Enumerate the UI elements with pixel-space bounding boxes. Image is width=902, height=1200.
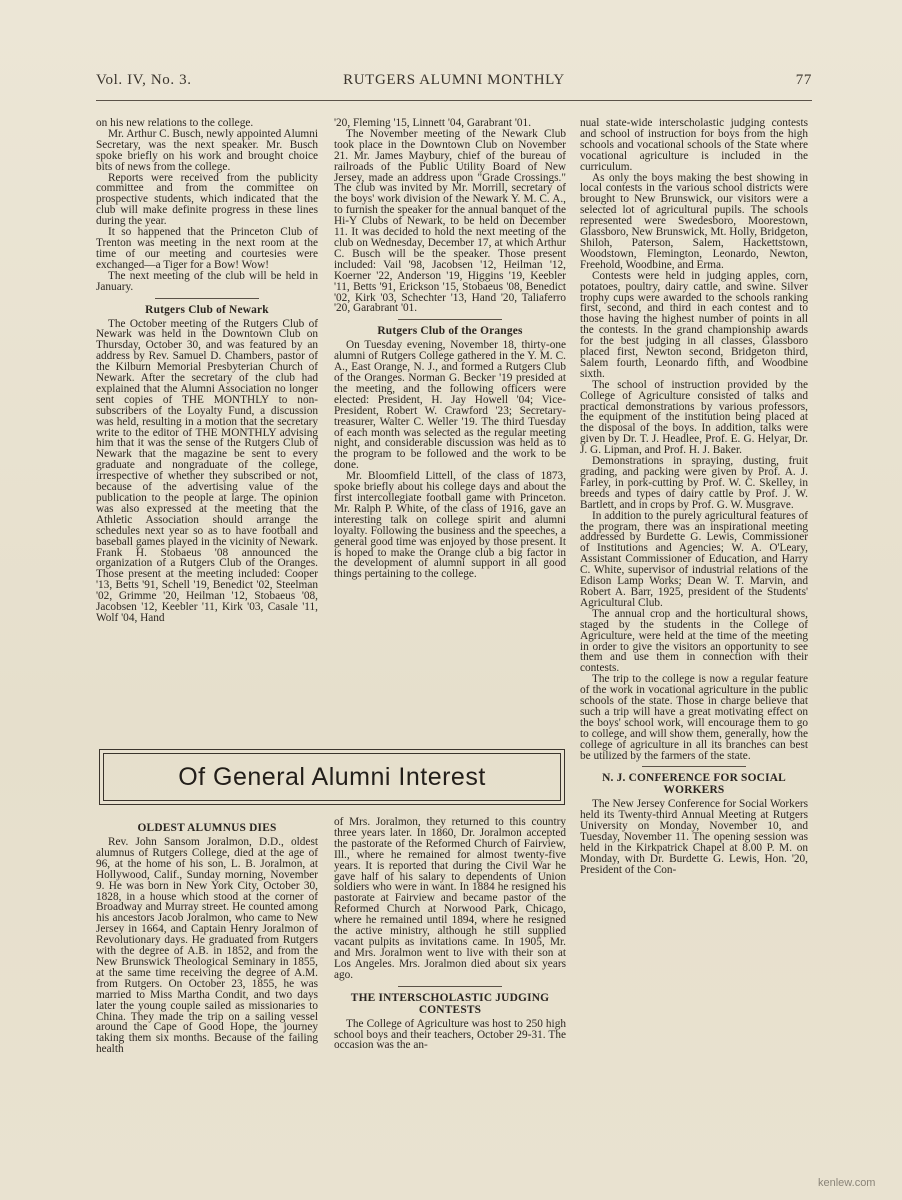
section-divider [398,986,502,987]
section-heading: Rutgers Club of the Oranges [377,325,523,338]
paragraph: '20, Fleming '15, Linnett '04, Garabrant '01. [334,117,532,129]
header-rule [96,100,812,101]
article-heading: THE INTERSCHOLASTIC JUDGING CONTESTS [350,991,550,1016]
paragraph: Mr. Bloomfield Littell, of the class of 1873, spoke briefly about his college days and about the first intercollegiate football game with Princeton. Mr. Ralph P. White, of the class of 1916, gave an interesting talk on college spirit and alumni loyalty. Following the business and the speeches, a general good time was enjoyed by those present. It is hoped to make the Orange club a big factor in the development of alumni support in all good things pertaining to the college. [334,470,566,581]
column-4 [96,817,318,1055]
page-header [96,72,812,98]
section-heading: Rutgers Club of Newark [145,303,269,316]
paragraph: Rev. John Sansom Joralmon, D.D., oldest alumnus of Rutgers College, died at the age of 96, at the home of his son, L. B. Joralmon, at Hollywood, Calif., Sunday morning, November 9. He was born in New York City, October 30, 1828, in a house which stood at the corner of Broadway and Murray street. He counted among his ancestors Jacob Joralmon, who came to New Jersey in 1664, and Captain Henry Joralmon of Revolutionary days. He graduated from Rutgers with the degree of A.B. in 1852, and from the New Brunswick Theological Seminary in 1855, at the same time receiving the degree of A.M. from Rutgers. On October 23, 1855, he was married to Miss Martha Condit, and two days later the young couple sailed as missionaries to China. They made the trip on a sailing vessel around the Cape of Good Hope, the journey taking them six months. Because of the failing health [96,836,318,1056]
column-2 [334,118,566,580]
paragraph: Reports were received from the publicity committee and from the committee on prospective students, which indicated that the club will make definite progress in these lines during the year. [96,171,318,228]
paragraph: The annual crop and the horticultural shows, staged by the students in the College of Agriculture, were held at the time of the meeting in order to give the visitors an opportunity to see them and use them in connection with their contests. [580,607,808,675]
section-divider [155,298,259,299]
paragraph: The trip to the college is now a regular feature of the work in vocational agriculture in the public schools of the state. Those in charge believe that such a trip will have a great motivating effect on the boys' school work, will encourage them to go to college, and will show them, generally, how the college of agriculture in all its branches can best be utilized by the farmers of the state. [580,673,808,762]
section-divider [398,319,502,320]
paragraph: The New Jersey Conference for Social Workers held its Twenty-third Annual Meeting at Rutgers University on Monday, November 10, and Tuesday, November 11. The opening session was held in the Kirkpatrick Chapel at 8.00 P. M. on Monday, with Dr. Burdette G. Lewis, Hon. '20, President of the Con- [580,798,808,876]
column-5 [334,817,566,1051]
column-1 [96,118,318,624]
page-number: 77 [795,72,812,88]
column-3 [580,118,808,876]
article-heading: OLDEST ALUMNUS DIES [137,822,277,834]
paragraph: It so happened that the Princeton Club of Trenton was meeting in the next room at the time of our meeting and courtesies were exchanged—a Tiger for a Bow! Wow! [96,226,318,271]
section-divider [642,766,746,767]
volume-number: Vol. IV, No. 3. [96,72,192,88]
paragraph: In addition to the purely agricultural features of the program, there was an inspirational meeting addressed by Burdette G. Lewis, Commissioner of Institutions and Agencies; W. A. O'Leary, Assistant Commissioner of Education, and Harry C. White, supervisor of industrial relations of the Edison Lamp Works; Dean W. T. Marvin, and Robert A. Barr, 1925, president of the Students' Agricultural Club. [580,509,808,609]
section-heading: N. J. CONFERENCE FOR SOCIAL WORKERS [602,772,786,797]
paragraph: Contests were held in judging apples, corn, potatoes, poultry, dairy cattle, and swine. Silver trophy cups were awarded to the schools ranking first, second, and third in each contest and to those having the highest number of points in all the contests. In the grand championship awards for the best judging in all classes, Glassboro placed first, Newton second, Bridgeton third, Salem fourth, Leonardo fifth, and Woodbine sixth. [580,269,808,380]
watermark-text: kenlew.com [818,1177,876,1189]
paragraph: The school of instruction provided by the College of Agriculture consisted of talks and practical demonstrations by various professors, the equipment of the institution being placed at the disposal of the boys. In addition, talks were given by Dr. T. J. Headlee, Prof. E. G. Helyar, Dr. J. G. Lipman, and Prof. H. J. Baker. [580,378,808,457]
paragraph: The November meeting of the Newark Club took place in the Downtown Club on November 21. Mr. James Maybury, chief of the bureau of railroads of the Public Utility Board of New Jersey, made an address upon "Grade Crossings." The club was invited by Mr. Morrill, secretary of the boys' work division of the Newark Y. M. C. A., to furnish the speaker for the annual banquet of the Hi-Y Clubs of Newark, to be held on December 11. It was decided to hold the next meeting of the club on Wednesday, December 17, at which Arthur C. Busch will be the speaker. Those present included: Vail '98, Jacobsen '12, Heilman '12, Koerner '22, Anderson '19, Higgins '19, Keebler '11, Betts '91, Erickson '15, Stobaeus '08, Benedict '02, Kirk '03, Schechter '13, Hand '20, Taliaferro '20, Garabrant '01. [334,127,566,315]
paragraph: nual state-wide interscholastic judging contests and school of instruction for boys from the high schools and vocational schools of the State where vocational agriculture is included in the curriculum. [580,117,808,173]
paragraph: of Mrs. Joralmon, they returned to this country three years later. In 1860, Dr. Joralmon accepted the pastorate of the Reformed Church of Fairview, Ill., where he remained for almost twenty-five years. It is reported that during the Civil War he gave half of his salary to dependents of Union soldiers who were in want. In 1884 he resigned his pastorate at Fairview and became pastor of the Reformed Church at Norwood Park, Chicago, where he remained until 1894, where he resigned the active ministry, although he still supplied vacant pulpits as invitations came. In 1905, Mr. and Mrs. Joralmon went to live with their son at Los Angeles. Mrs. Joralmon died about six years ago. [334,816,566,981]
paragraph: on his new relations to the college. [96,117,254,129]
paragraph: The College of Agriculture was host to 250 high school boys and their teachers, October 29-31. The occasion was the an- [334,1017,566,1052]
paragraph: As only the boys making the best showing in local contests in the various school districts were brought to New Brunswick, our visitors were a selected lot of agricultural pupils. The schools represented were Swedesboro, Moorestown, Glassboro, New Brunswick, Mt. Holly, Bridgeton, Shiloh, Paterson, Salem, Hackettstown, Woodstown, Flemington, Leonardo, Newton, Freehold, Woodbine, and Erma. [580,171,808,271]
paragraph: The next meeting of the club will be held in January. [96,269,318,293]
journal-title: RUTGERS ALUMNI MONTHLY [343,72,565,88]
banner-title: Of General Alumni Interest [178,763,486,791]
paragraph: The October meeting of the Rutgers Club of Newark was held in the Downtown Club on Thursday, October 30, and was featured by an address by Rev. Samuel D. Chambers, pastor of the Kilburn Memorial Presbyterian Church of Newark. After the secretary of the club had explained that the Alumni Association no longer sent copies of THE MONTHLY to non-subscribers of the Loyalty Fund, a discussion was held, resulting in a motion that the secretary write to the editor of THE MONTHLY advising him that it was the sense of the Rutgers Club of Newark that the magazine be sent to every graduate and nongraduate of the college, irrespective of whether they subscribed or not, because of the advertising value of the publication to the people at large. The opinion was also expressed at the meeting that the Athletic Association should arrange the schedules next year so as to have football and baseball games played in the vicinity of Newark. Frank H. Stobaeus '08 announced the organization of a Rutgers Club of the Oranges. Those present at the meeting included: Cooper '13, Betts '91, Schell '19, Benedict '02, Steelman '02, Grimme '20, Heilman '12, Stobaeus '08, Jacobsen '12, Keebler '11, Kirk '03, Casale '11, Wolf '04, Hand [96,317,318,624]
paragraph: On Tuesday evening, November 18, thirty-one alumni of Rutgers College gathered in the Y. M. C. A., East Orange, N. J., and formed a Rutgers Club of the Oranges. Norman G. Becker '19 presided at the meeting, and the following officers were elected: President, H. Jay Howell '04; Vice-President, Robert W. Crawford '23; Secretary-treasurer, Walter C. Weller '19. The third Tuesday of each month was selected as the regular meeting night, and considerable discussion was held as to the program to be followed and the work to be done. [334,339,566,472]
section-banner [99,749,565,805]
paragraph: Mr. Arthur C. Busch, newly appointed Alumni Secretary, was the next speaker. Mr. Busch spoke briefly on his work and brought choice bits of news from the college. [96,127,318,173]
paragraph: Demonstrations in spraying, dusting, fruit grading, and packing were given by Prof. A. J. Farley, in pork-cutting by Prof. W. C. Skelley, in breeds and types of dairy cattle by Prof. J. W. Bartlett, and in crops by Prof. G. W. Musgrave. [580,455,808,511]
